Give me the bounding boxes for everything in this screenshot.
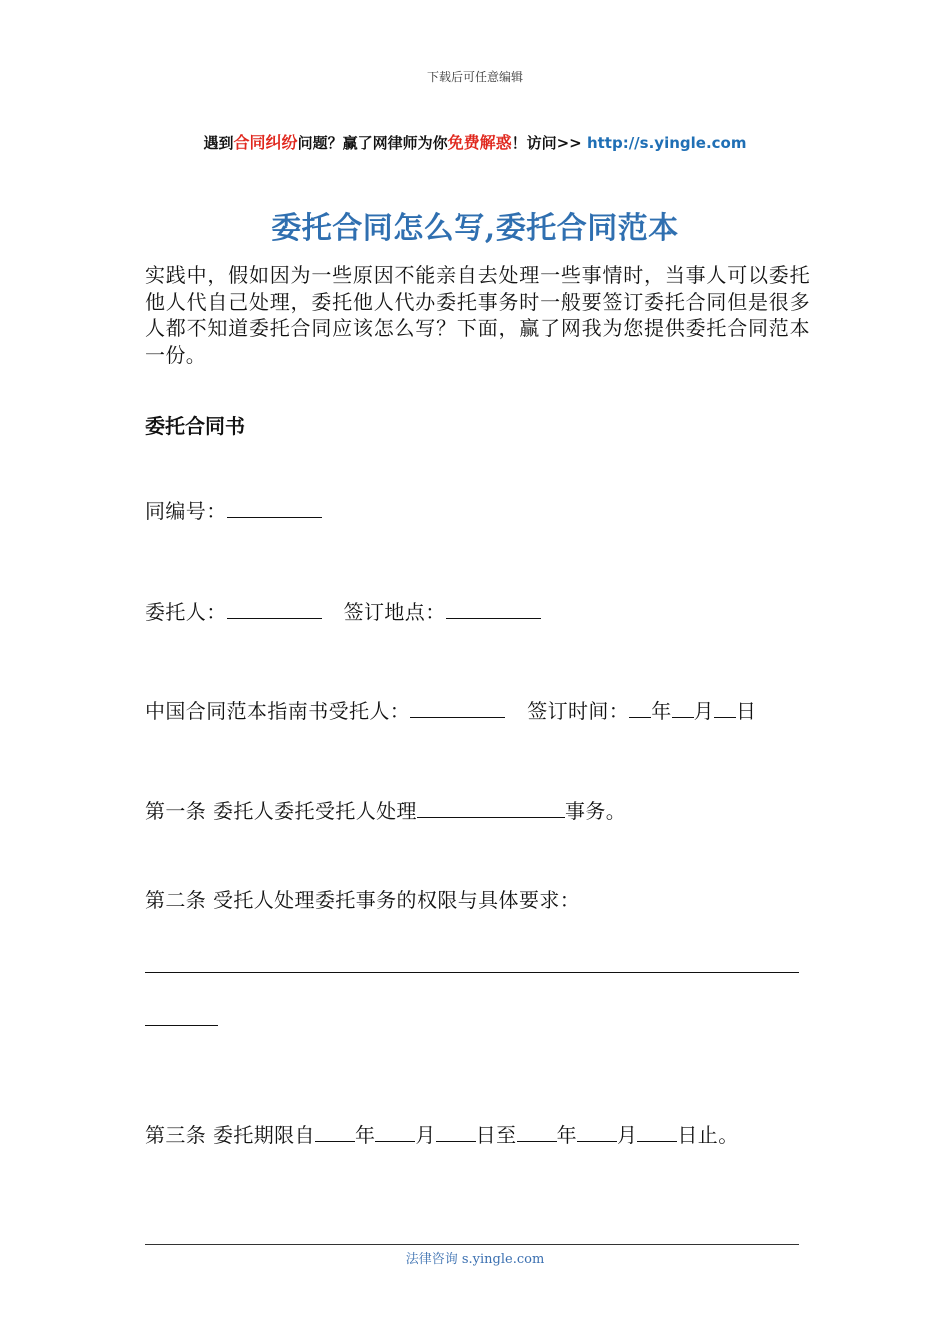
contract-heading: 委托合同书 — [145, 414, 245, 438]
article-2-fill-line-1[interactable] — [145, 972, 799, 973]
contract-number-label: 同编号： — [145, 499, 227, 523]
agent-label: 中国合同范本指南书受托人： — [145, 699, 411, 723]
sign-year-unit: 年 — [651, 699, 672, 723]
start-month-blank[interactable] — [375, 1123, 415, 1142]
contract-number-blank[interactable] — [227, 499, 322, 518]
article-2-fill-line-2[interactable] — [145, 1025, 218, 1026]
sign-time-label: 签订时间： — [527, 699, 630, 723]
page-footer: 法律咨询 s.yingle.com — [405, 1252, 545, 1267]
principal-label: 委托人： — [145, 600, 227, 624]
article-3-end: 日止。 — [677, 1123, 739, 1147]
sign-place-blank[interactable] — [446, 600, 541, 619]
promo-highlight-contract-dispute: 合同纠纷 — [233, 133, 298, 152]
article-1-blank[interactable] — [417, 799, 565, 818]
start-month-unit: 月 — [415, 1123, 436, 1147]
promo-link[interactable]: http://s.yingle.com — [586, 134, 747, 152]
sign-year-blank[interactable] — [629, 699, 651, 718]
article-1 — [145, 795, 626, 824]
end-year-blank[interactable] — [517, 1123, 557, 1142]
article-3-to: 日至 — [475, 1123, 517, 1147]
article-3 — [145, 1119, 739, 1148]
start-year-unit: 年 — [354, 1123, 376, 1147]
intro-paragraph: 实践中，假如因为一些原因不能亲自去处理一些事情时，当事人可以委托他人代自己处理，委托他人代办委托事务时一般要签订委托合同但是很多人都不知道委托合同应该怎么写？下面，赢了网我为您提供委托合同范本一份。 — [145, 263, 810, 367]
sign-place-label: 签订地点： — [343, 600, 446, 624]
contract-number-line — [145, 495, 322, 524]
agent-line — [145, 695, 756, 724]
article-1-prefix: 第一条 委托人委托受托人处理 — [145, 799, 417, 823]
footer-divider — [145, 1244, 799, 1245]
sign-month-unit: 月 — [693, 699, 715, 723]
article-3-prefix: 第三条 委托期限自 — [145, 1123, 315, 1147]
document-title: 委托合同怎么写,委托合同范本 — [271, 211, 679, 246]
start-year-blank[interactable] — [315, 1123, 355, 1142]
start-day-blank[interactable] — [436, 1123, 476, 1142]
end-day-blank[interactable] — [637, 1123, 677, 1142]
promo-banner — [0, 130, 950, 153]
sign-day-blank[interactable] — [714, 699, 736, 718]
agent-blank[interactable] — [410, 699, 505, 718]
end-month-blank[interactable] — [577, 1123, 617, 1142]
promo-text-2: 问题？赢了网律师为你 — [297, 134, 448, 152]
end-year-unit: 年 — [556, 1123, 577, 1147]
promo-highlight-free-answer: 免费解惑 — [447, 133, 512, 152]
sign-month-blank[interactable] — [672, 699, 694, 718]
promo-text-1: 遇到 — [203, 134, 234, 152]
article-1-suffix: 事务。 — [564, 799, 627, 823]
principal-blank[interactable] — [227, 600, 322, 619]
article-2: 第二条 受托人处理委托事务的权限与具体要求： — [145, 888, 581, 912]
principal-line — [145, 596, 541, 625]
end-month-unit: 月 — [617, 1123, 638, 1147]
page-header-note: 下载后可任意编辑 — [426, 70, 523, 84]
sign-day-unit: 日 — [736, 699, 757, 723]
promo-text-3: ！访问>> — [511, 134, 587, 152]
